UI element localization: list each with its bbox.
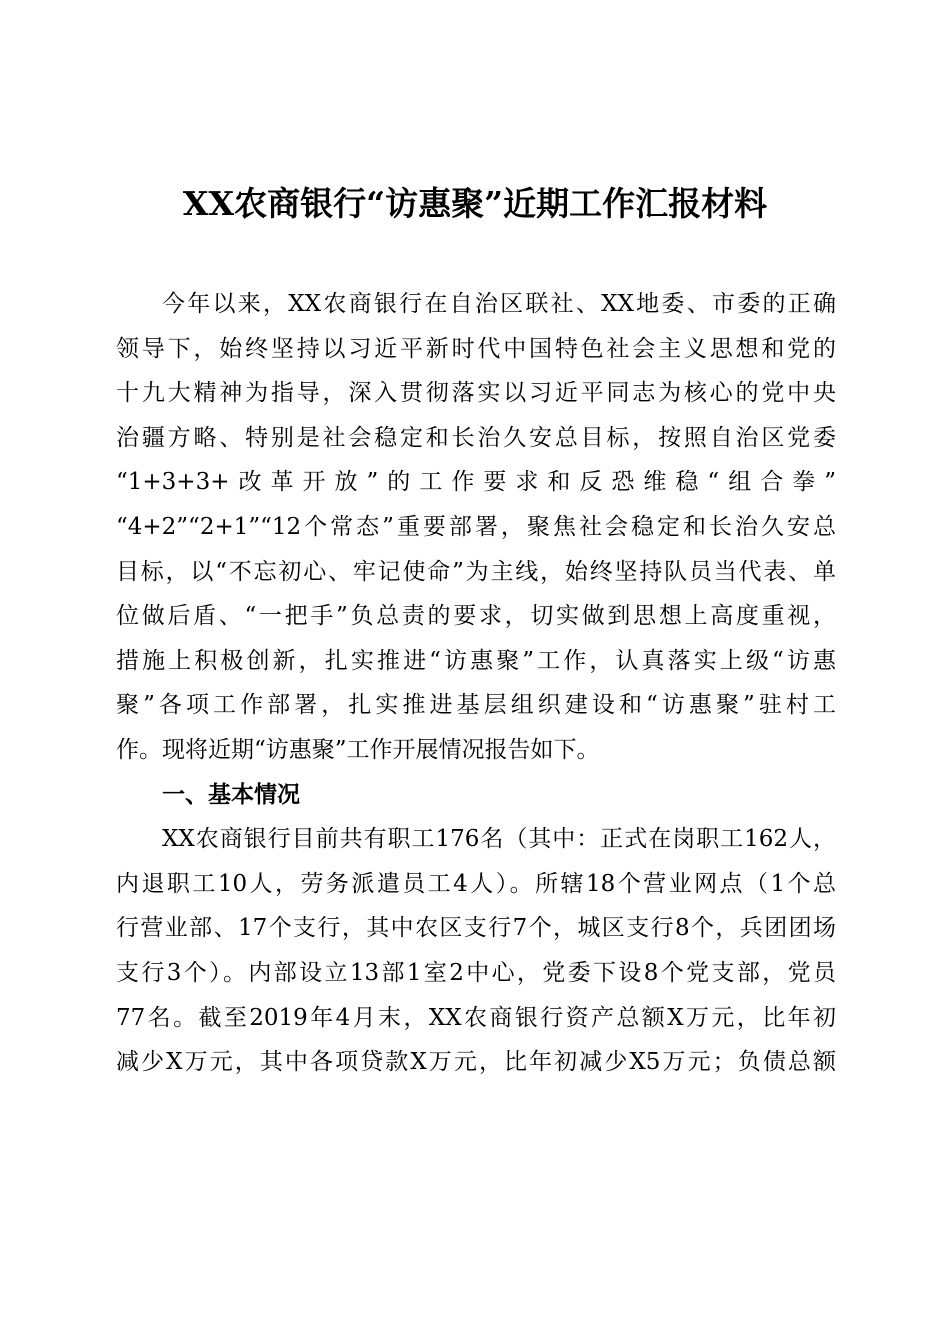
text-line: 行营业部、17个支行，其中农区支行7个，城区支行8个，兵团团场	[116, 915, 836, 942]
text-line: 措施上积极创新，扎实推进“访惠聚”工作，认真落实上级“访惠	[116, 647, 836, 674]
text-line: 治疆方略、特别是社会稳定和长治久安总目标，按照自治区党委	[116, 424, 836, 451]
text-line: 77名。截至2019年4月末，XX农商银行资产总额X万元，比年初	[116, 1004, 836, 1031]
text-line: 领导下，始终坚持以习近平新时代中国特色社会主义思想和党的	[116, 335, 836, 362]
paragraph-basic-info	[116, 817, 836, 1085]
text-line: 今年以来，XX农商银行在自治区联社、XX地委、市委的正确	[162, 291, 836, 317]
text-line: XX农商银行目前共有职工176名（其中：正式在岗职工162人，	[162, 826, 836, 853]
text-line: 作。现将近期“访惠聚”工作开展情况报告如下。	[116, 736, 600, 763]
text-line: 目标，以“不忘初心、牢记使命”为主线，始终坚持队员当代表、单	[116, 558, 836, 585]
text-line: “1+3+3+改革开放”的工作要求和反恐维稳“组合拳”	[116, 469, 836, 496]
text-line: 聚”各项工作部署，扎实推进基层组织建设和“访惠聚”驻村工	[116, 692, 836, 719]
section-heading: 一、基本情况	[162, 781, 300, 808]
text-line: 内退职工10人，劳务派遣员工4人）。所辖18个营业网点（1个总	[116, 870, 836, 897]
text-line: 支行3个）。内部设立13部1室2中心，党委下设8个党支部，党员	[116, 959, 836, 986]
document-title: XX农商银行“访惠聚”近期工作汇报材料	[182, 184, 768, 223]
text-line: 位做后盾、“一把手”负总责的要求，切实做到思想上高度重视，	[116, 603, 836, 630]
text-line: 减少X万元，其中各项贷款X万元，比年初减少X5万元；负债总额	[116, 1049, 836, 1076]
paragraph-intro	[116, 282, 836, 773]
text-line: “4+2”“2+1”“12个常态”重要部署，聚焦社会稳定和长治久安总	[116, 513, 836, 540]
document-body	[116, 282, 836, 1085]
text-line: 十九大精神为指导，深入贯彻落实以习近平同志为核心的党中央	[116, 380, 836, 407]
